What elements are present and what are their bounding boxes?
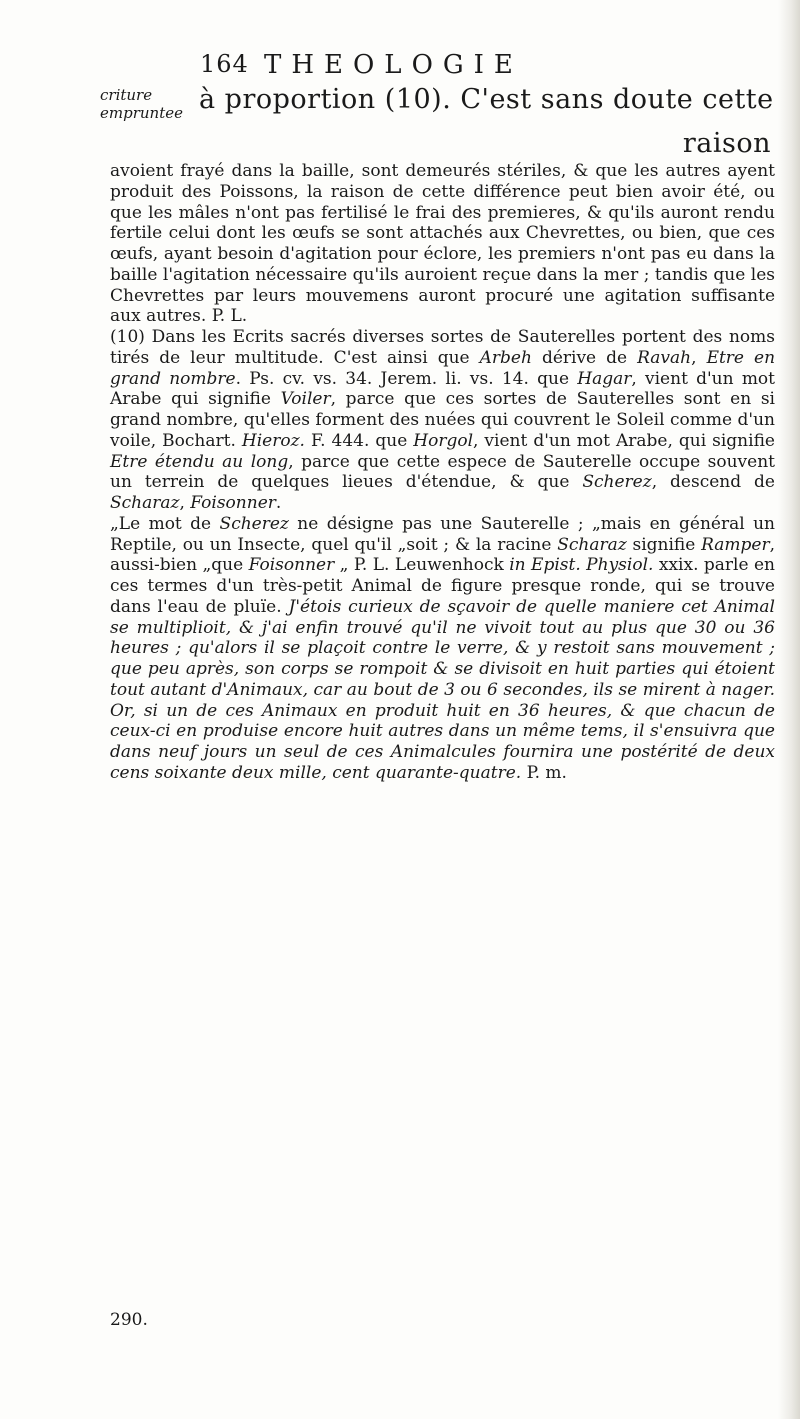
gloss-voiler: Voiler — [280, 389, 331, 410]
page-edge — [778, 0, 800, 1419]
footnote-10-text: . — [275, 493, 282, 513]
gloss-foisonner: Foisonner — [190, 493, 276, 513]
term-scharaz: Scharaz — [557, 534, 627, 555]
footnote-continuation: avoient frayé dans la baille, sont demeurés stériles, & que les autres ayent produit des Poissons, la raison de cette différence peut bien avoir été, ou que les mâles n'ont pas fertilisé le frai des premieres, & qu'ils auront rendu fertile celui dont les œufs se sont attachés aux Chevrettes, ou bien, que ces œufs, ayant besoin d'agitation pour éclore, les premiers n'ont pas eu dans la baille l'agitation nécessaire qu'ils auroient reçue dans la mer ; tandis que les Chevrettes par leurs mouvemens auront procuré une agitation suffisante aux autres. P. L. — [110, 161, 775, 327]
footnote-10-text: (10) Dans les Ecrits sacrés diverses sortes de Sauterelles portent des noms tirés de leur multitude. C'est ainsi que — [110, 327, 775, 368]
footnote-quote-text: P. m. — [521, 762, 567, 783]
footnote-quote-text: „ P. L. Leuwenhock — [334, 555, 510, 576]
term-hagar: Hagar — [577, 368, 632, 389]
term-arbeh: Arbeh — [479, 347, 532, 368]
margin-note — [100, 86, 200, 122]
gloss-etre-en-grand-nombre: Etre en grand nombre — [110, 347, 776, 389]
leuwenhock-quotation: J'étois curieux de sçavoir de quelle maniere cet Animal se multiplioit, & j'ai enfin trouvé qu'il ne vivoit tout au plus que 30 ou 36 heures ; qu'alors il se plaçoit contre le verre, & y restoit sans mouvement ; que peu après, son corps se rompoit & se divisoit en huit parties qui étoient tout autant d'Animaux, car au bout de 3 ou 6 secondes, ils se mirent à nager. Or, si un de ces Animaux en produit huit en 36 heures, & que chacun de ceux-ci en produise encore huit autres dans un même tems, il s'ensuivra que dans neuf jours un seul de ces Animalcules fournira une postérité de deux cens soixante deux mille, cent quarante-quatre. — [110, 596, 775, 783]
footnote-quote-text: ne désigne pas une Sauterelle ; „mais en général un Reptile, ou un Insecte, quel qu'il „soit ; & la racine — [110, 513, 776, 555]
footnote-quotation — [110, 514, 775, 784]
term-scharaz: Scharaz — [110, 493, 180, 513]
footnote-quote-text: , aussi-bien „que — [110, 534, 775, 576]
term-scherez: Scherez — [582, 472, 652, 493]
footnote-10-text: . Ps. cv. vs. 34. Jerem. li. vs. 14. que — [235, 368, 578, 389]
footnote-10-text: F. 444. que — [304, 430, 414, 451]
margin-note-line-1: criture — [100, 86, 153, 104]
footnote-quote-text: xxix. parle en ces termes d'un très-petit Animal de figure presque ronde, qui se trouve dans l'eau de pluïe. — [110, 555, 776, 617]
footnote-10 — [110, 327, 775, 514]
footnote-10-text: , vient d'un mot Arabe qui signifie — [110, 368, 776, 410]
footnote-10-text: dérive de — [531, 347, 638, 368]
footnote-10-text: , — [691, 347, 707, 368]
gloss-etre-etendu: Etre étendu au long — [110, 451, 289, 472]
margin-note-line-2: empruntee — [100, 104, 183, 122]
footnotes — [110, 161, 775, 784]
citation-epist-physiol: in Epist. Physiol. — [509, 555, 654, 576]
gloss-foisonner: Foisonner — [248, 555, 335, 576]
citation-hieroz: Hieroz. — [241, 430, 305, 451]
term-ravah: Ravah — [637, 347, 692, 368]
main-text-line-1: à proportion (10). C'est sans doute cette — [199, 84, 774, 115]
main-text — [199, 78, 779, 166]
footnote-10-text: , parce que ces sortes de Sauterelles sont en si grand nombre, qu'elles forment des nuées qui couvrent le Soleil comme d'un voile, Bochart. — [110, 389, 775, 451]
gloss-ramper: Ramper — [701, 534, 770, 555]
term-scherez: Scherez — [219, 513, 289, 534]
main-text-line-2: raison — [682, 128, 771, 159]
footnote-10-text: , parce que cette espece de Sauterelle occupe souvent un terrein de quelques lieues d'étendue, & que — [110, 451, 776, 493]
footnote-10-text: , descend de — [651, 472, 775, 493]
term-horgol: Horgol — [413, 430, 474, 451]
page-number: 164 — [200, 50, 249, 78]
footnote-10-text: , — [179, 493, 191, 513]
footnote-10-text: , vient d'un mot Arabe, qui signifie — [473, 430, 775, 451]
running-head: THEOLOGIE — [264, 50, 523, 80]
footnote-quote-text: „Le mot de — [110, 513, 220, 534]
signature-mark: 290. — [110, 1310, 148, 1330]
footnote-quote-text: signifie — [626, 534, 702, 555]
